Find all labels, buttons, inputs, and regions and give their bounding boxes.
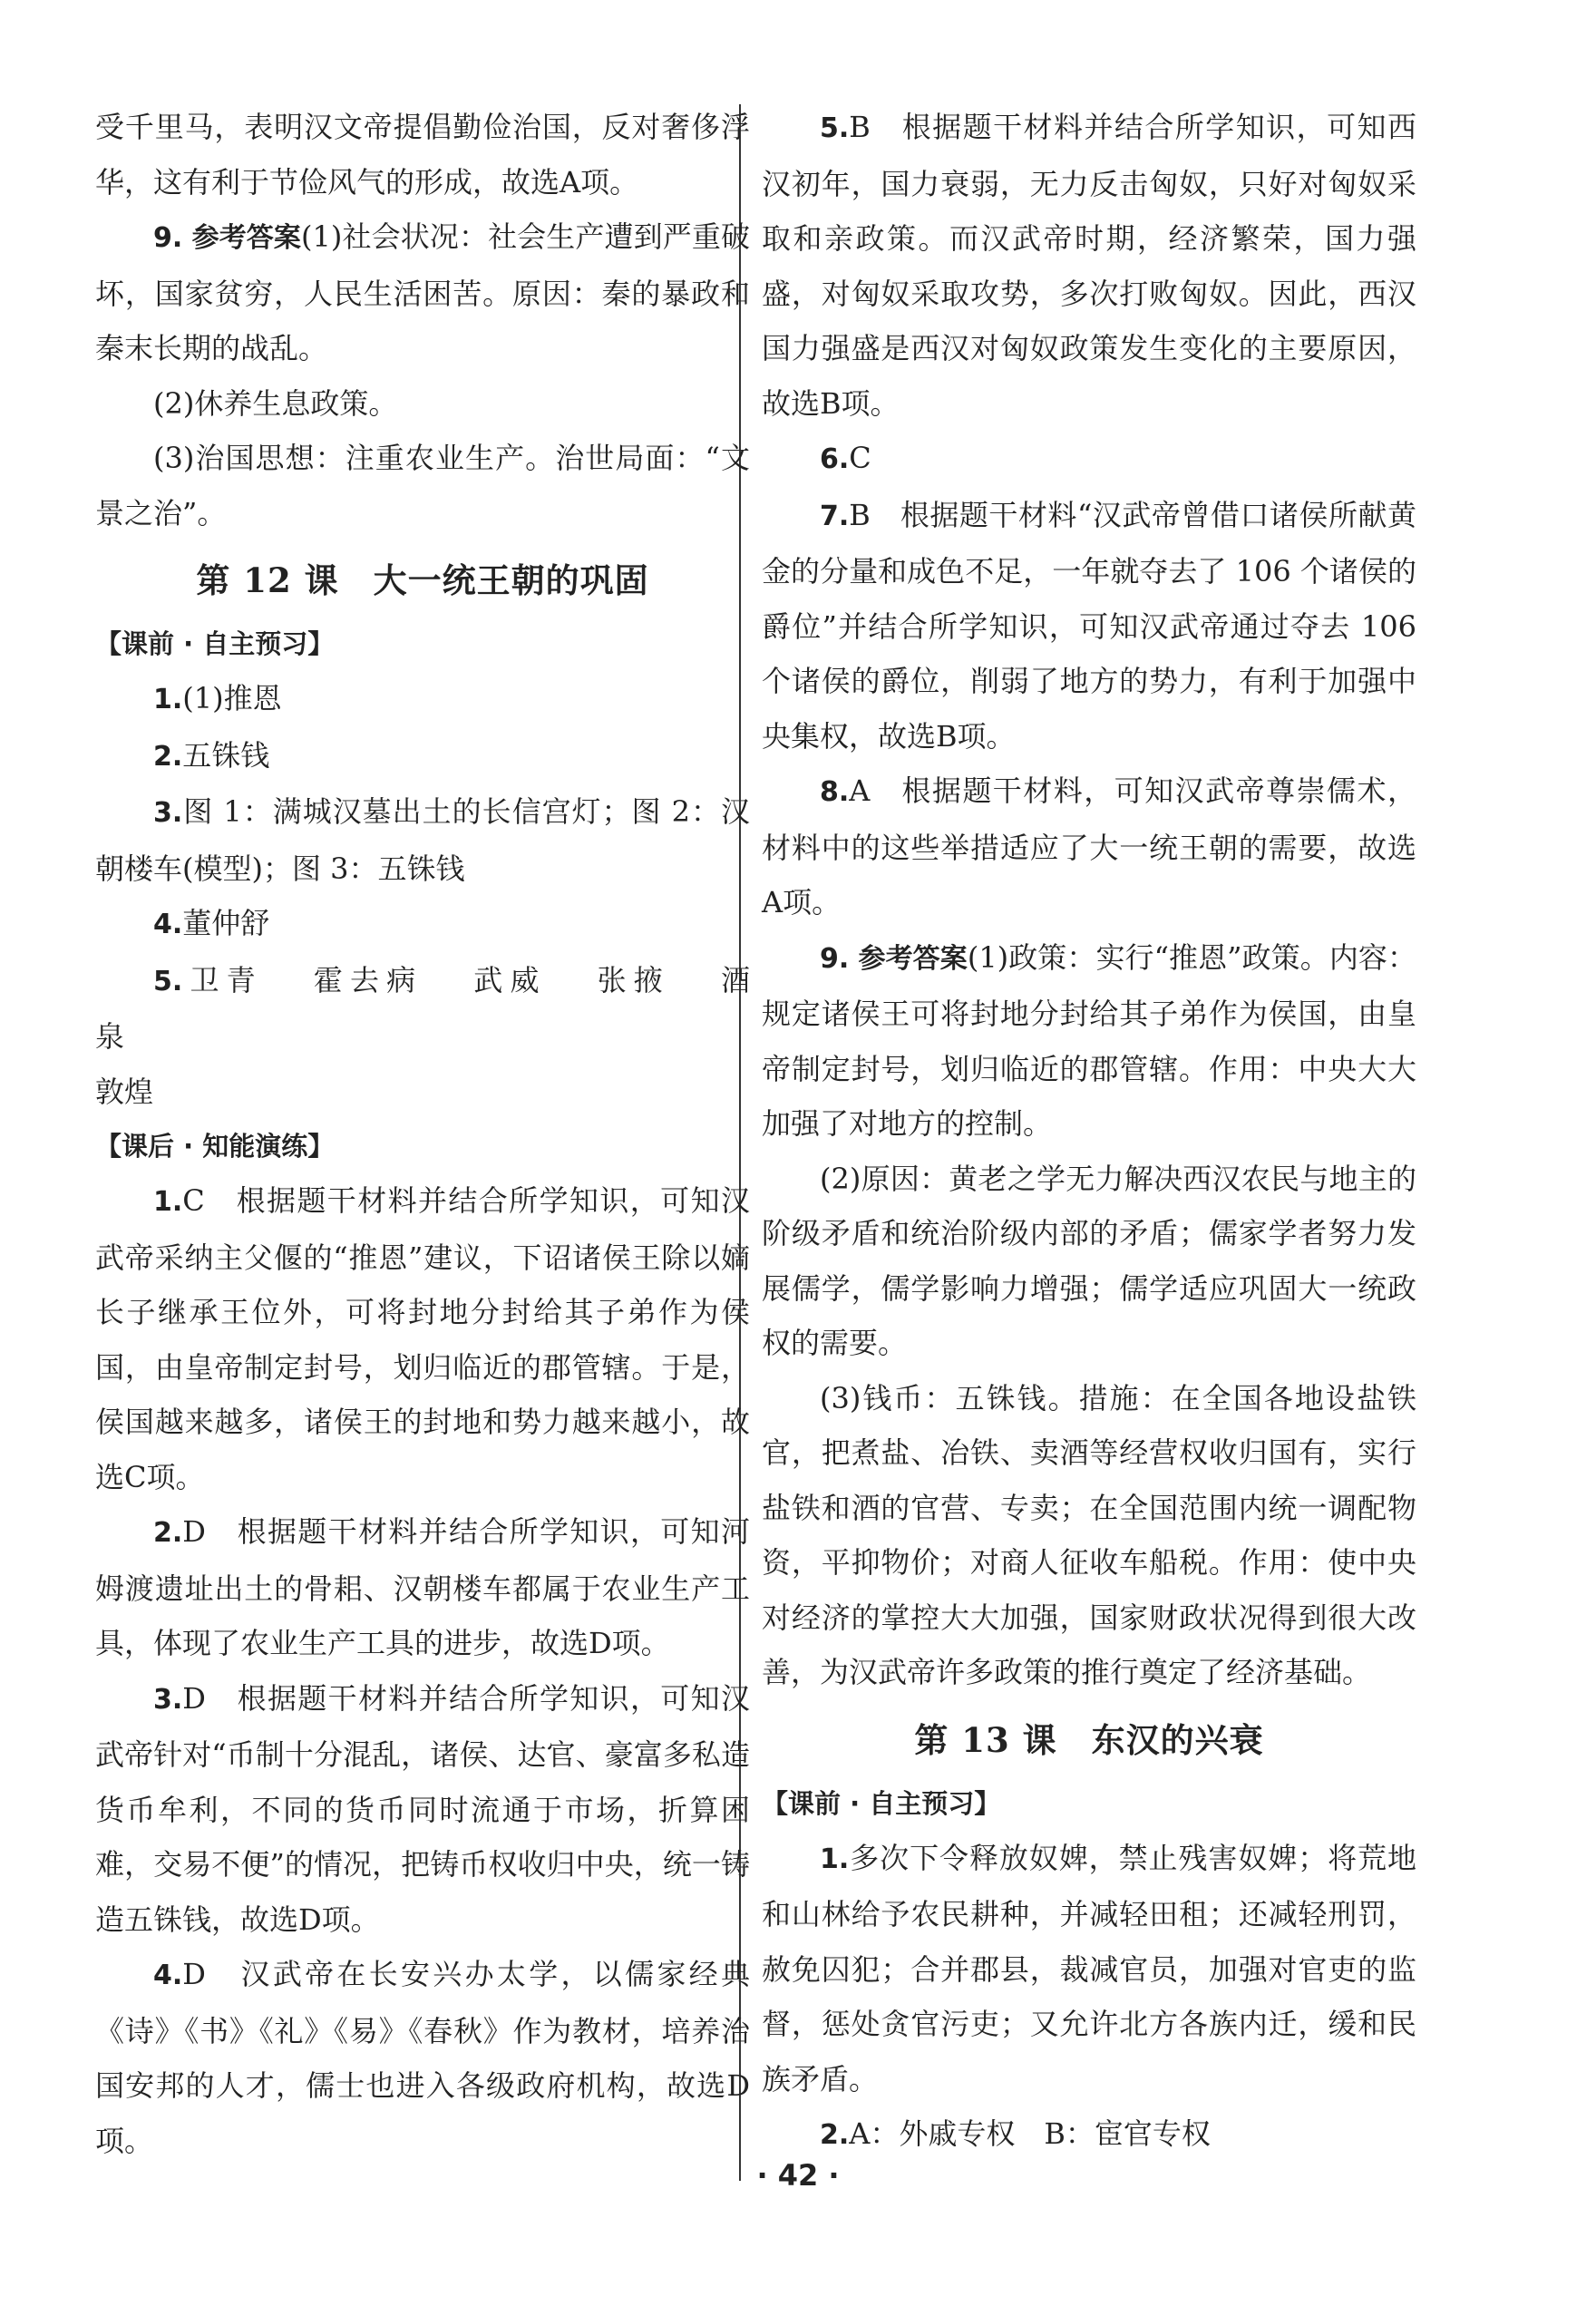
pre-item-5-cont: 敦煌 (95, 1074, 154, 1109)
post-item-7: 7.B 根据题干材料“汉武帝曾借口诸侯所献黄金的分量和成色不足，一年就夺去了 106 个诸侯的爵位”并结合所学知识，可知汉武帝通过夺去 106 个诸侯的爵位，削弱了地方的势力，有利于加强中央集权，故选B项。 (762, 497, 1416, 754)
post-item-9-part2: (2)原因：黄老之学无力解决西汉农民与地主的阶级矛盾和统治阶级内部的矛盾；儒家学者努力发展儒学，儒学影响力增强；儒学适应巩固大一统政权的需要。 (762, 1161, 1416, 1360)
post-item-9-part3: (3)钱币：五铢钱。措施：在全国各地设盐铁官，把煮盐、冶铁、卖酒等经营权收归国有，实行盐铁和酒的官营、专卖；在全国范围内统一调配物资，平抑物价；对商人征收车船税。作用：使中央对经济的掌控大大加强，国家财政状况得到很大改善，为汉武帝许多政策的推行奠定了经济基础。 (762, 1380, 1416, 1689)
pre-item-4: 4.董仲舒 (153, 906, 270, 940)
lesson-12-title: 第 12 课 大一统王朝的巩固 (196, 560, 649, 600)
pre13-item-1: 1.多次下令释放奴婢，禁止残害奴婢；将荒地和山林给予农民耕种，并减轻田租；还减轻刑罚，赦免囚犯；合并郡县，裁减官员，加强对官吏的监督，惩处贪官污吏；又允许北方各族内迁，缓和民族矛盾。 (762, 1840, 1416, 2096)
answer-continuation: 受千里马，表明汉文帝提倡勤俭治国，反对奢侈浮华，这有利于节俭风气的形成，故选A项。 (95, 110, 750, 199)
post-item-6: 6.C (820, 441, 871, 475)
pre-item-5: 5.卫青 霍去病 武威 张掖 酒泉 (95, 962, 750, 1054)
post-item-1: 1.C 根据题干材料并结合所学知识，可知汉武帝采纳主父偃的“推恩”建议，下诏诸侯王除以嫡长子继承王位外，可将封地分封给其子弟作为侯国，由皇帝制定封号，划归临近的郡管辖。于是，侯国越来越多，诸侯王的封地和势力越来越小，故选C项。 (95, 1183, 750, 1494)
reference-answer-label: 参考答案 (858, 942, 968, 975)
post-item-2: 2.D 根据题干材料并结合所学知识，可知河姆渡遗址出土的骨耜、汉朝楼车都属于农业生产工具，体现了农业生产工具的进步，故选D项。 (95, 1514, 750, 1660)
post-item-8: 8.A 根据题干材料，可知汉武帝尊崇儒术，材料中的这些举措适应了大一统王朝的需要，故选A项。 (762, 773, 1416, 919)
pre13-item-2: 2.A：外戚专权 B：宦官专权 (820, 2116, 1211, 2151)
post-item-5: 5.B 根据题干材料并结合所学知识，可知西汉初年，国力衰弱，无力反击匈奴，只好对匈奴采取和亲政策。而汉武帝时期，经济繁荣，国力强盛，对匈奴采取攻势，多次打败匈奴。因此，西汉国力强盛是西汉对匈奴政策发生变化的主要原因，故选B项。 (762, 110, 1416, 421)
pre-item-3: 3.图 1：满城汉墓出土的长信宫灯；图 2：汉朝楼车(模型)；图 3：五铢钱 (95, 794, 750, 886)
post-item-3: 3.D 根据题干材料并结合所学知识，可知汉武帝针对“币制十分混乱，诸侯、达官、豪富多私造货币牟利，不同的货币同时流通于市场，折算困难，交易不便”的情况，把铸币权收归中央，统一铸造五铢钱，故选D项。 (95, 1680, 750, 1937)
section-post-practice: 【课后 · 知能演练】 (95, 1131, 335, 1162)
pre-item-1: 1.(1)推恩 (153, 681, 282, 715)
post-item-9: 9. 参考答案(1)政策：实行“推恩”政策。内容：规定诸侯王可将封地分封给其子弟作为侯国，由皇帝制定封号，划归临近的郡管辖。作用：中央大大加强了对地方的控制。 (762, 939, 1416, 1141)
section-pre-study-13: 【课前 · 自主预习】 (762, 1787, 1001, 1819)
post-item-4: 4.D 汉武帝在长安兴办太学，以儒家经典《诗》《书》《礼》《易》《春秋》作为教材，培养治国安邦的人才，儒士也进入各级政府机构，故选D项。 (95, 1957, 750, 2158)
right-column (762, 100, 1416, 2164)
pre-item-2: 2.五铢钱 (153, 737, 270, 773)
section-pre-study: 【课前 · 自主预习】 (95, 628, 335, 659)
answer-9: 9. 参考答案(1)社会状况：社会生产遭到严重破坏，国家贫穷，人民生活困苦。原因：秦的暴政和秦末长期的战乱。 (95, 219, 750, 365)
answer-9-part3: (3)治国思想：注重农业生产。治世局面：“文景之治”。 (95, 441, 750, 530)
answer-9-part2: (2)休养生息政策。 (153, 385, 398, 421)
left-column (95, 100, 750, 2168)
page-number: · 42 · (756, 2158, 840, 2193)
lesson-13-title: 第 13 课 东汉的兴衰 (914, 1719, 1264, 1760)
reference-answer-label: 参考答案 (191, 222, 302, 254)
